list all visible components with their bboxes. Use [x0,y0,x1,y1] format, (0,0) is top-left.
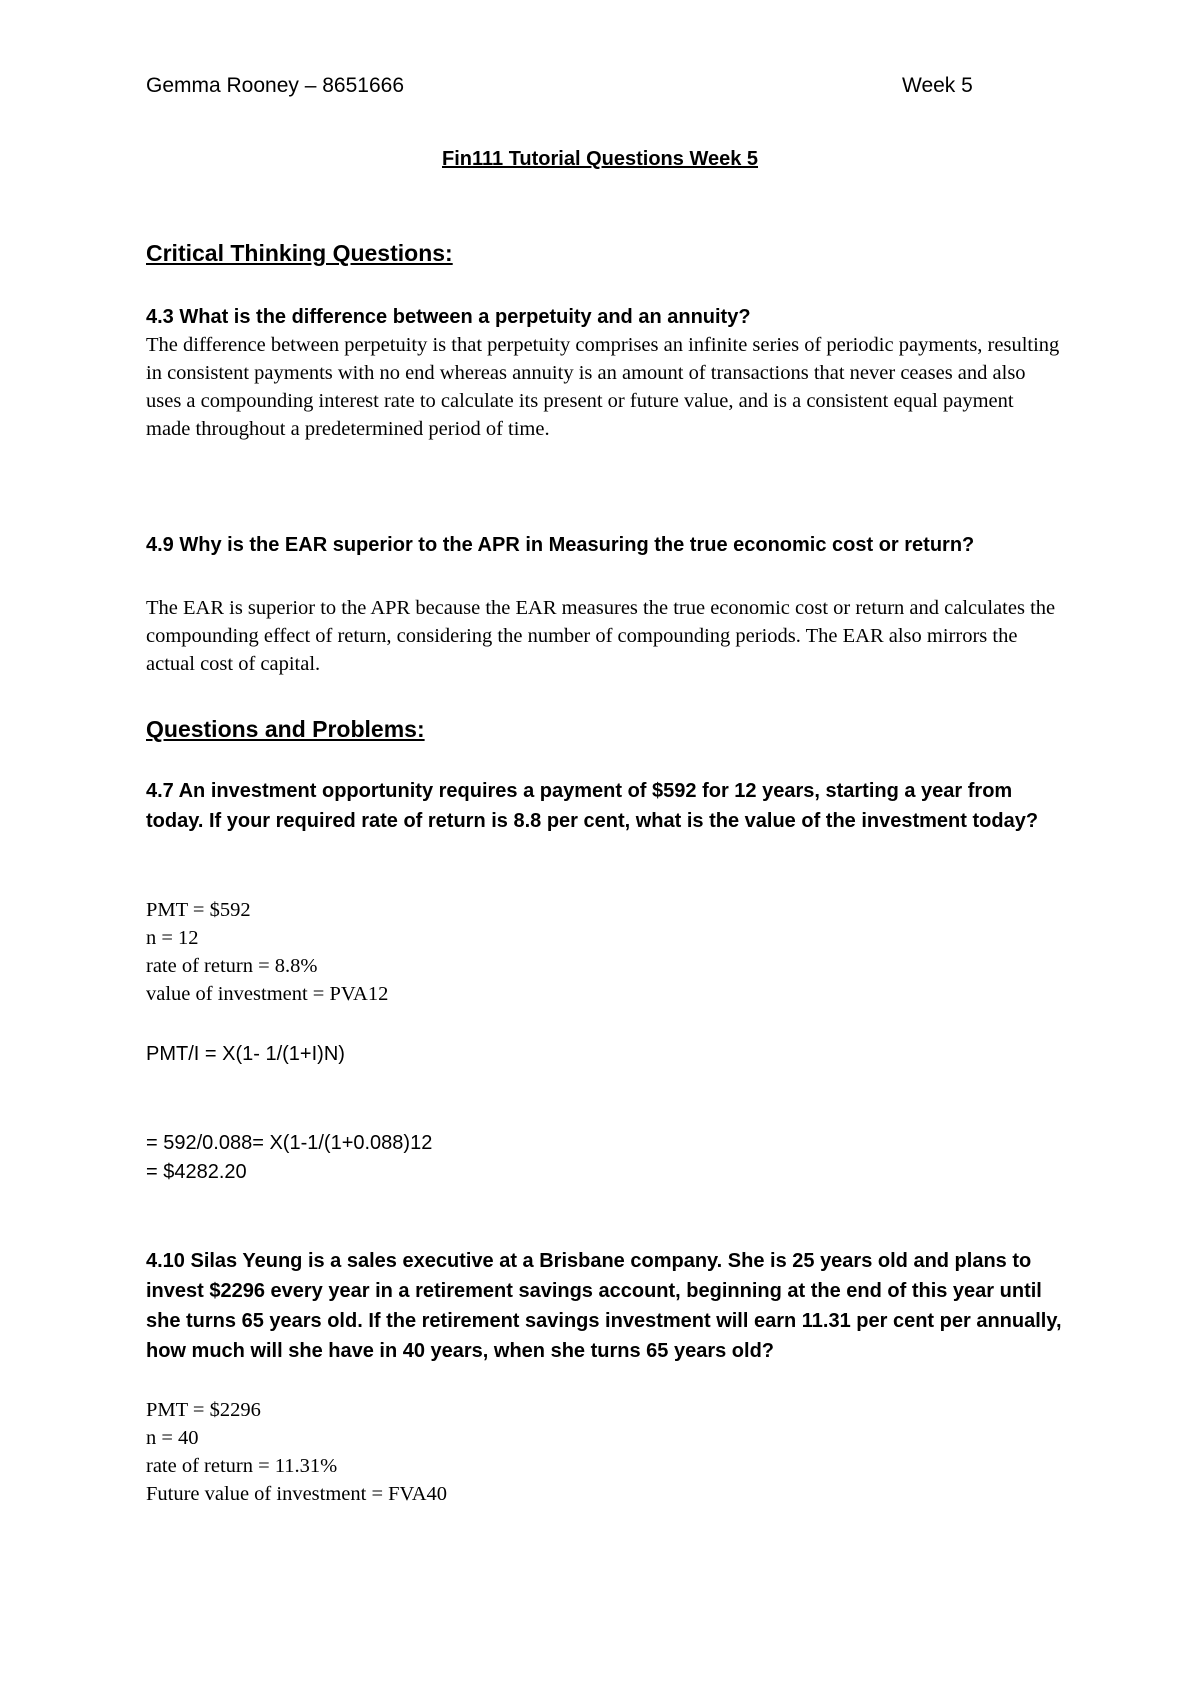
q410-given-future-value: Future value of investment = FVA40 [146,1483,448,1505]
answer-4-3: The difference between perpetuity is that perpetuity comprises an infinite series of periodic payments, resulting in consistent payments with no end whereas annuity is an amount of transactions that never ceases and also uses a compounding interest rate to calculate its present or future value, and is a consistent equal payment made throughout a predetermined period of time. [146,334,1060,440]
q410-given-rate: rate of return = 11.31% [146,1455,338,1477]
q47-given-value: value of investment = PVA12 [146,983,389,1005]
q47-result: = $4282.20 [146,1161,247,1183]
questions-problems-heading: Questions and Problems: [146,716,425,742]
header-week: Week 5 [902,74,973,97]
q47-given-n: n = 12 [146,927,199,949]
q410-given-n: n = 40 [146,1427,199,1449]
header-author: Gemma Rooney – 8651666 [146,74,404,97]
question-4-7: 4.7 An investment opportunity requires a payment of $592 for 12 years, starting a year from today. If your required rate of return is 8.8 per cent, what is the value of the investment today? [146,780,1039,832]
q47-given-pmt: PMT = $592 [146,899,251,921]
answer-4-9: The EAR is superior to the APR because the EAR measures the true economic cost or return and calculates the compounding effect of return, considering the number of compounding periods. The EAR also mirrors the actual cost of capital. [146,597,1056,675]
critical-thinking-heading: Critical Thinking Questions: [146,240,453,266]
q47-given-rate: rate of return = 8.8% [146,955,318,977]
question-4-3: 4.3 What is the difference between a perpetuity and an annuity? [146,306,751,328]
document-title: Fin111 Tutorial Questions Week 5 [441,148,759,170]
q47-formula: PMT/I = X(1- 1/(1+I)N) [146,1043,345,1065]
q410-given-pmt: PMT = $2296 [146,1399,261,1421]
question-4-10: 4.10 Silas Yeung is a sales executive at a Brisbane company. She is 25 years old and plans to invest $2296 every year in a retirement savings account, beginning at the end of this year until she turns 65 years old. If the retirement savings investment will earn 11.31 per cent per annually, how much will she have in 40 years, when she turns 65 years old? [146,1250,1062,1362]
question-4-9: 4.9 Why is the EAR superior to the APR in Measuring the true economic cost or return? [146,534,975,556]
q47-calculation: = 592/0.088= X(1-1/(1+0.088)12 [146,1132,433,1154]
